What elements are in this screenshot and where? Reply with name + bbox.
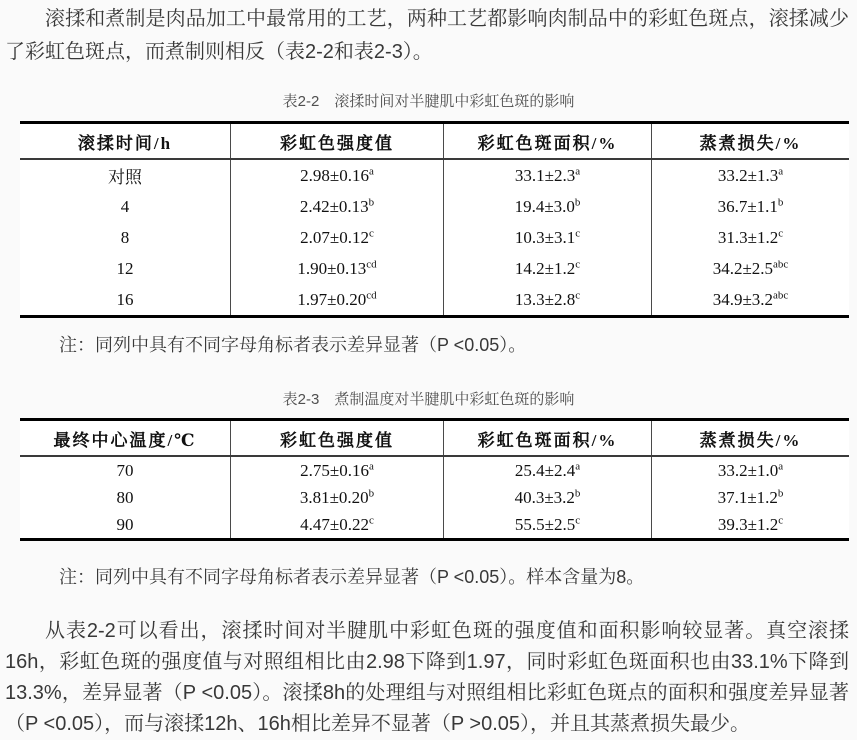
intensity-cell: 2.98±0.16$^a$	[231, 159, 444, 191]
intensity-cell: 1.90±0.13$^{cd}$	[231, 253, 444, 284]
intensity-cell: 2.07±0.12$^c$	[231, 222, 444, 253]
superscript: abc	[773, 257, 789, 270]
superscript: a	[575, 164, 581, 177]
superscript: c	[575, 257, 581, 270]
table-cooking-temperature	[20, 418, 849, 541]
table22-note: 注：同列中具有不同字母角标者表示差异显著（P <0.05）。	[59, 335, 527, 355]
table23-caption: 表2-3 煮制温度对半腱肌中彩虹色斑的影响	[282, 391, 575, 408]
area-cell: 25.4±2.4$^a$	[444, 456, 652, 484]
superscript: b	[777, 195, 784, 208]
superscript: c	[575, 288, 581, 301]
superscript: c	[778, 226, 784, 239]
superscript: b	[574, 486, 581, 499]
col-header-tumbling-time: 滚揉时间/h	[20, 123, 231, 160]
row-label-cell: 12	[20, 253, 231, 284]
row-label-cell: 70	[20, 456, 231, 484]
loss-cell: 34.2±2.5$^{abc}$	[712, 257, 789, 278]
superscript: c	[368, 513, 374, 526]
loss-cell: 37.1±1.2$^b$	[717, 486, 784, 507]
row-label-cell: 90	[20, 511, 231, 540]
area-cell: 33.1±2.3$^a$	[444, 159, 652, 191]
area-cell: 55.5±2.5$^c$	[444, 511, 652, 540]
table-row	[20, 253, 849, 284]
loss-cell: 36.7±1.1$^b$	[717, 195, 784, 216]
analysis-paragraph: 从表2-2可以看出，滚揉时间对半腱肌中彩虹色斑的强度值和面积影响较显著。真空滚揉16h，彩虹色斑的强度值与对照组相比由2.98下降到1.97，同时彩虹色斑面积也由33.1%下降到13.3%，差异显著（P <0.05）。滚揉8h的处理组与对照组相比彩虹色斑点的面积和强度差异显著（P <0.05），而与滚揉12h、16h相比差异不显著（P >0.05），并且其蒸煮损失最少。	[5, 620, 849, 735]
superscript: c	[575, 226, 581, 239]
table23-body	[20, 456, 849, 540]
superscript: b	[368, 195, 375, 208]
table-tumbling-time	[20, 121, 849, 318]
intensity-cell: 2.75±0.16$^a$	[231, 456, 444, 484]
area-cell: 13.3±2.8$^c$	[444, 284, 652, 317]
table23-note: 注：同列中具有不同字母角标者表示差异显著（P <0.05）。样本含量为8。	[59, 567, 645, 587]
table-row	[20, 191, 849, 222]
table-row	[20, 484, 849, 511]
area-cell: 40.3±3.2$^b$	[444, 484, 652, 511]
loss-cell: 31.3±1.2$^c$	[717, 226, 784, 247]
table-row	[20, 284, 849, 317]
table-row	[20, 222, 849, 253]
col-header-intensity: 彩虹色强度值	[231, 123, 444, 160]
superscript: c	[778, 513, 784, 526]
intro-paragraph: 滚揉和煮制是肉品加工中最常用的工艺，两种工艺都影响肉制品中的彩虹色斑点，滚揉减少了彩虹色斑点，而煮制则相反（表2-2和表2-3）。	[5, 8, 849, 63]
col-header-intensity: 彩虹色强度值	[231, 420, 444, 457]
col-header-area: 彩虹色斑面积/%	[444, 123, 652, 160]
col-header-area: 彩虹色斑面积/%	[444, 420, 652, 457]
table22-body	[20, 159, 849, 317]
row-label-cell: 对照	[20, 159, 231, 191]
loss-cell: 34.9±3.2$^{abc}$	[712, 288, 789, 309]
superscript: c	[368, 226, 374, 239]
row-label-cell: 80	[20, 484, 231, 511]
table-header-row	[20, 420, 849, 457]
superscript: cd	[366, 288, 377, 301]
superscript: a	[778, 459, 784, 472]
row-label-cell: 4	[20, 191, 231, 222]
table22-header	[20, 123, 849, 160]
area-cell: 14.2±1.2$^c$	[444, 253, 652, 284]
superscript: b	[368, 486, 375, 499]
table-row	[20, 159, 849, 191]
superscript: a	[575, 459, 581, 472]
table22-caption: 表2-2 滚揉时间对半腱肌中彩虹色斑的影响	[282, 93, 575, 110]
col-header-cooking-loss: 蒸煮损失/%	[652, 123, 850, 160]
row-label-cell: 8	[20, 222, 231, 253]
table-header-row	[20, 123, 849, 160]
superscript: b	[777, 486, 784, 499]
superscript: c	[575, 513, 581, 526]
superscript: a	[368, 164, 374, 177]
table23-header	[20, 420, 849, 457]
area-cell: 10.3±3.1$^c$	[444, 222, 652, 253]
intensity-cell: 4.47±0.22$^c$	[231, 511, 444, 540]
superscript: a	[368, 459, 374, 472]
loss-cell: 33.2±1.0$^a$	[717, 459, 784, 480]
col-header-cooking-loss: 蒸煮损失/%	[652, 420, 850, 457]
intensity-cell: 2.42±0.13$^b$	[231, 191, 444, 222]
col-header-core-temperature: 最终中心温度/℃	[20, 420, 231, 457]
loss-cell: 33.2±1.3$^a$	[717, 164, 784, 185]
superscript: b	[574, 195, 581, 208]
area-cell: 19.4±3.0$^b$	[444, 191, 652, 222]
superscript: cd	[366, 257, 377, 270]
table-row	[20, 456, 849, 484]
superscript: abc	[773, 288, 789, 301]
table-row	[20, 511, 849, 540]
intensity-cell: 1.97±0.20$^{cd}$	[231, 284, 444, 317]
row-label-cell: 16	[20, 284, 231, 317]
intensity-cell: 3.81±0.20$^b$	[231, 484, 444, 511]
superscript: a	[778, 164, 784, 177]
loss-cell: 39.3±1.2$^c$	[717, 513, 784, 534]
